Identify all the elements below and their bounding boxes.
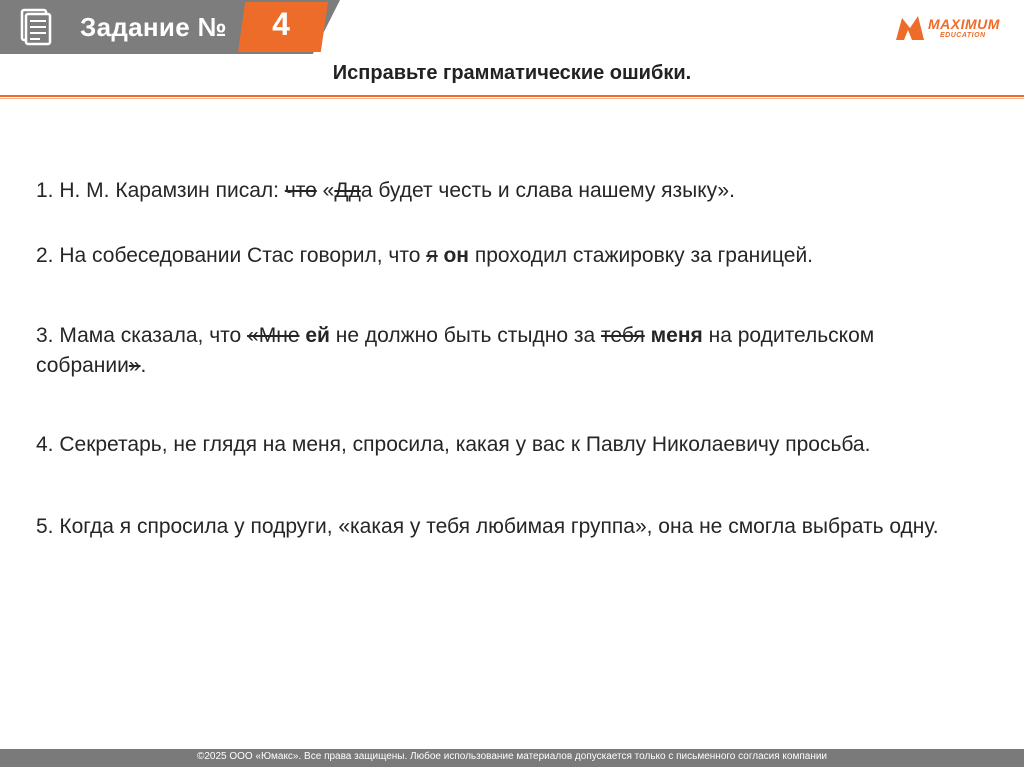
sentence-text: не должно быть стыдно за (329, 324, 601, 347)
copyright-text: ©2025 ООО «Юмакс». Все права защищены. Любое использование материалов допускается только с письменного согласия компании (196, 751, 828, 762)
struck-out-text: » (128, 354, 141, 377)
logo-main-text: MAXIMUM (928, 16, 1000, 32)
sentence-text: 2. На собеседовании Стас говорил, что (36, 244, 427, 267)
logo-sub-text: EDUCATION (940, 32, 986, 39)
logo-mark-icon (892, 10, 928, 46)
struck-out-text: что (284, 179, 317, 202)
sentence-text: проходил стажировку за границей. (469, 244, 814, 267)
correction-text: он (443, 244, 469, 267)
exercise-item-4 (36, 430, 972, 460)
slide-header (0, 0, 1024, 100)
correction-text: меня (650, 324, 703, 347)
sentence-text: 4. Секретарь, не глядя на меня, спросила, какая у вас к Павлу Николаевичу просьба. (36, 433, 871, 456)
struck-out-text: я (426, 244, 438, 267)
exercise-item-2 (36, 241, 972, 271)
task-number: 4 (272, 6, 290, 42)
exercise-item-5 (36, 512, 972, 542)
sentence-text: а будет честь и слава нашему языку». (360, 179, 735, 202)
correction-text: ей (305, 324, 330, 347)
header-divider-thin (0, 98, 1024, 99)
company-logo (892, 10, 1022, 50)
header-divider (0, 95, 1024, 97)
page-title: Исправьте грамматические ошибки. (332, 62, 692, 84)
sentence-text: 1. Н. М. Карамзин писал: (36, 179, 285, 202)
task-label: Задание № (80, 12, 227, 42)
sentence-text: « (316, 179, 335, 202)
struck-out-text: Дд (334, 179, 361, 202)
document-icon (16, 6, 56, 46)
struck-out-text: тебя (601, 324, 645, 347)
exercise-item-1 (36, 176, 972, 206)
sentence-text: 5. Когда я спросила у подруги, «какая у тебя любимая группа», она не смогла выбрать одну. (36, 515, 939, 538)
sentence-text: 3. Мама сказала, что (36, 324, 248, 347)
struck-out-text: «Мне (247, 324, 300, 347)
exercise-item-3 (36, 321, 972, 381)
footer (0, 749, 1024, 767)
sentence-text: . (140, 354, 147, 377)
sentence-text: на родительском собрании (36, 324, 875, 377)
